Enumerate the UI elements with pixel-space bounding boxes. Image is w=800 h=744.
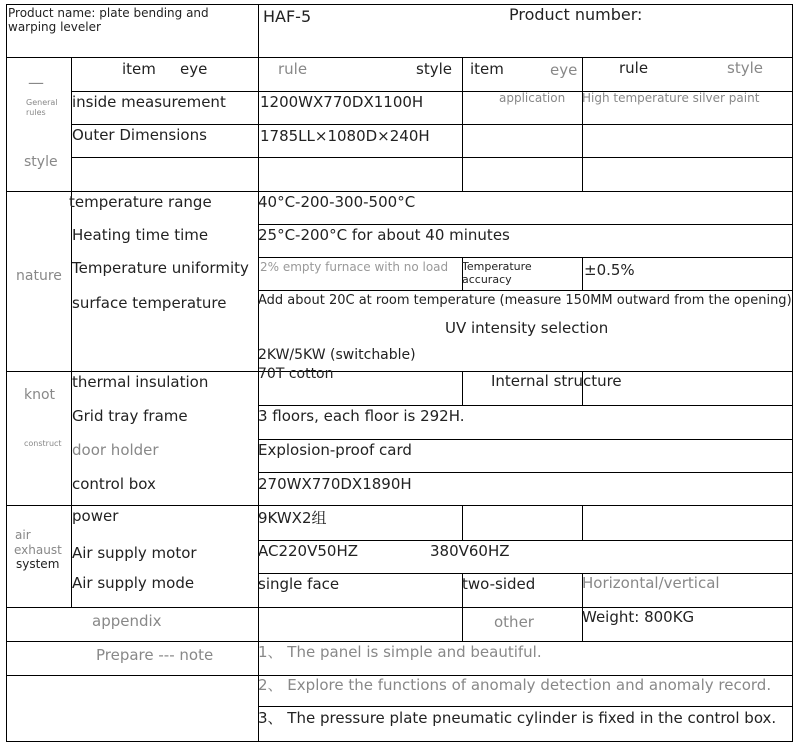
note-item-3: 3、 The pressure plate pneumatic cylinder is fixed in the control box. — [258, 709, 777, 727]
label-heating-time: Heating time time — [72, 226, 209, 244]
col-rule-2: rule — [619, 59, 649, 77]
rule-line — [462, 57, 463, 191]
rule-line — [6, 4, 793, 5]
rule-line — [462, 371, 463, 405]
label-air-supply-motor: Air supply motor — [72, 544, 197, 562]
label-door-holder: door holder — [72, 441, 159, 459]
rule-line — [6, 191, 793, 192]
value-air-supply-mode-b: two-sided — [462, 575, 536, 593]
label-temperature-accuracy: Temperature accuracy — [462, 260, 532, 286]
section-general-dash: — — [28, 73, 44, 92]
rule-line — [6, 641, 793, 642]
value-heating-time: 25°C-200°C for about 40 minutes — [258, 226, 510, 244]
label-thermal-insulation: thermal insulation — [72, 373, 209, 391]
rule-line — [6, 505, 793, 506]
rule-line — [258, 540, 793, 541]
rule-line — [6, 4, 7, 742]
col-item-2: item — [470, 60, 504, 78]
rule-line — [462, 505, 463, 540]
rule-line — [258, 439, 793, 440]
value-temperature-range: 40°C-200-300-500°C — [258, 193, 416, 211]
value-air-supply-motor-b: 380V60HZ — [430, 542, 510, 560]
col-item: item — [122, 60, 156, 78]
rule-line — [582, 257, 583, 290]
col-style-2: style — [727, 59, 763, 77]
rule-line — [258, 472, 793, 473]
section-nature: nature — [16, 268, 62, 284]
value-air-supply-mode-c: Horizontal/vertical — [582, 574, 720, 592]
value-temperature-accuracy: ±0.5% — [584, 261, 635, 279]
rule-line — [6, 371, 793, 372]
value-outer-dimensions: 1785LL×1080D×240H — [260, 127, 430, 145]
note-item-2: 2、 Explore the functions of anomaly detection and anomaly record. — [258, 676, 772, 694]
section-air-1: air — [15, 528, 31, 542]
label-inside-measurement: inside measurement — [72, 93, 226, 111]
value-power: 9KWX2组 — [258, 509, 327, 527]
label-outer-dimensions: Outer Dimensions — [72, 126, 207, 144]
label-air-supply-mode: Air supply mode — [72, 574, 195, 592]
label-uv-intensity: UV intensity selection — [445, 319, 609, 337]
col-rule: rule — [278, 60, 308, 78]
value-air-supply-mode-a: single face — [258, 575, 340, 593]
rule-line — [582, 505, 583, 540]
label-grid-tray-frame: Grid tray frame — [72, 407, 188, 425]
label-control-box: control box — [72, 475, 156, 493]
product-name: Product name: plate bending and warping leveler — [8, 6, 209, 34]
value-thermal-insulation: 70T cotton — [258, 366, 334, 382]
rule-line — [258, 257, 793, 258]
rule-line — [258, 706, 793, 707]
rule-line — [258, 405, 793, 406]
value-inside-measurement: 1200WX770DX1100H — [260, 93, 424, 111]
label-notes: Prepare --- note — [96, 646, 214, 664]
rule-line — [6, 57, 793, 58]
rule-line — [258, 290, 793, 291]
rule-line — [71, 157, 793, 158]
value-grid-tray-frame: 3 floors, each floor is 292H. — [258, 407, 465, 425]
value-temperature-uniformity: 2% empty furnace with no load — [260, 260, 449, 274]
value-control-box: 270WX770DX1890H — [258, 475, 412, 493]
col-eye-2: eye — [550, 61, 578, 79]
value-door-holder: Explosion-proof card — [258, 441, 412, 459]
label-temperature-uniformity: Temperature uniformity — [72, 259, 249, 277]
label-application: application — [499, 91, 566, 105]
rule-line — [258, 224, 793, 225]
value-application: High temperature silver paint — [582, 91, 760, 105]
value-weight: Weight: 800KG — [582, 608, 695, 626]
label-other: other — [494, 613, 534, 631]
section-structure: knot — [24, 387, 56, 403]
label-appendix: appendix — [92, 612, 162, 630]
rule-line — [6, 741, 793, 742]
label-temperature-range: temperature range — [69, 193, 212, 211]
value-uv-intensity: 2KW/5KW (switchable) — [258, 347, 416, 363]
note-item-1: 1、 The panel is simple and beautiful. — [258, 643, 542, 661]
section-structure-small: construct — [24, 439, 62, 448]
value-surface-temperature: Add about 20C at room temperature (measure 150MM outward from the opening) — [258, 293, 792, 308]
label-internal-structure: Internal structure — [491, 372, 622, 390]
section-general: style — [24, 154, 58, 170]
section-air-3: system — [16, 557, 60, 571]
value-air-supply-motor-a: AC220V50HZ — [258, 542, 359, 560]
label-surface-temperature: surface temperature — [72, 294, 227, 312]
col-style: style — [416, 60, 452, 78]
rule-line — [71, 124, 793, 125]
label-power: power — [72, 507, 119, 525]
product-number-label: Product number: — [509, 5, 643, 24]
section-general-small: General rules — [26, 98, 58, 117]
rule-line — [582, 57, 583, 191]
section-air-2: exhaust — [14, 543, 62, 557]
rule-line — [792, 4, 793, 742]
col-eye: eye — [180, 60, 208, 78]
model-number: HAF-5 — [263, 7, 312, 26]
